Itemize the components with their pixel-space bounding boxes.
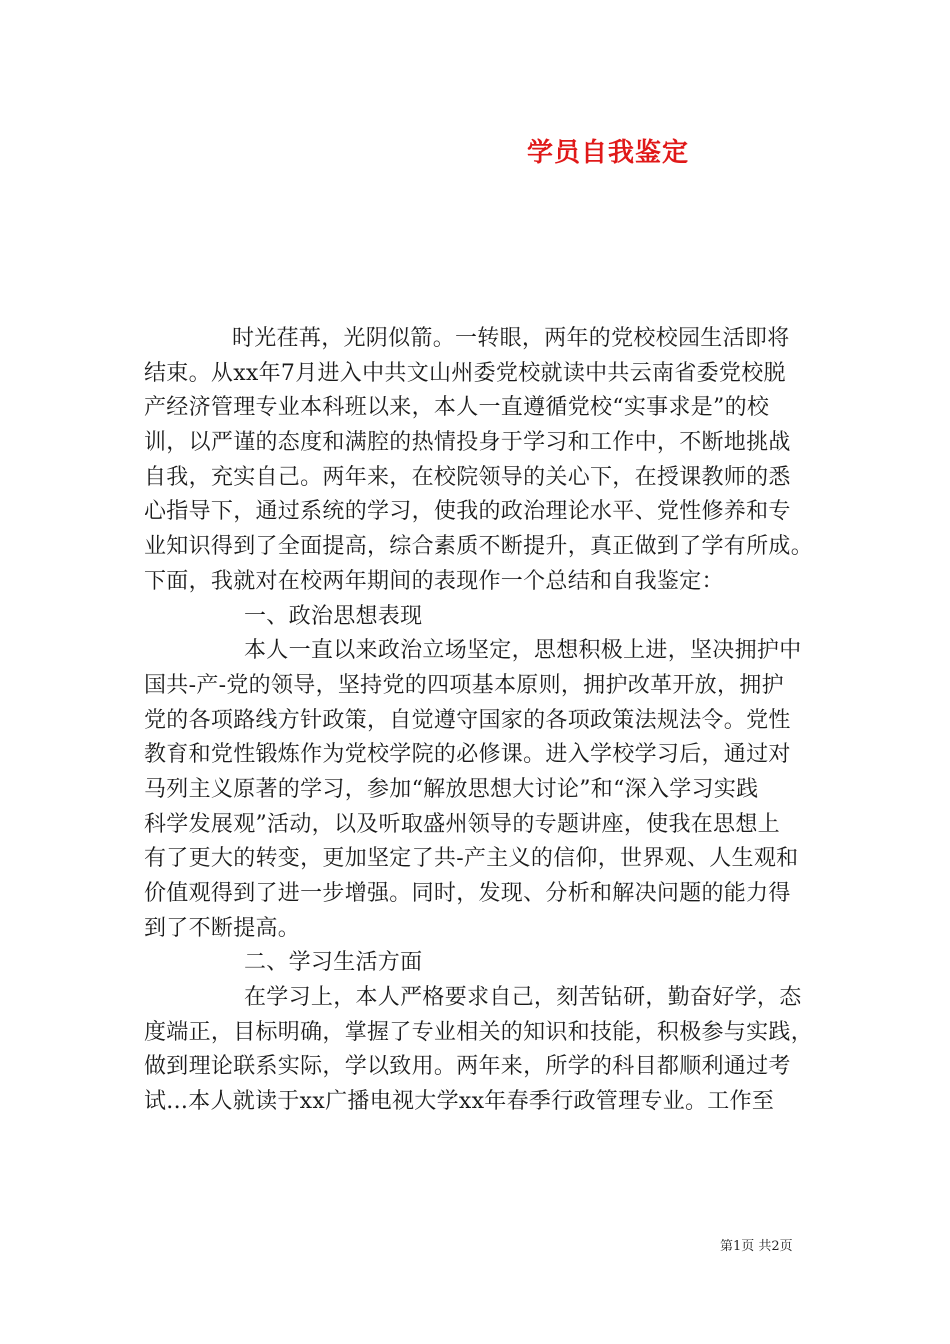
paragraph-line: 做到理论联系实际，学以致用。两年来，所学的科目都顺利通过考 — [144, 1054, 791, 1080]
paragraph-line: 科学发展观”活动，以及听取盛州领导的专题讲座，使我在思想上 — [144, 811, 780, 837]
paragraph-line: 到了不断提高。 — [144, 915, 301, 941]
paragraph-line: 试...本人就读于xx广播电视大学xx年春季行政管理专业。工作至 — [144, 1089, 775, 1115]
paragraph-line: 业知识得到了全面提高，综合素质不断提升，真正做到了学有所成。 — [144, 534, 814, 560]
section-heading: 一、政治思想表现 — [244, 603, 423, 629]
paragraph-line: 教育和党性锻炼作为党校学院的必修课。进入学校学习后，通过对 — [144, 742, 791, 768]
document-title: 学员自我鉴定 — [527, 138, 690, 168]
paragraph-line: 自我，充实自己。两年来，在校院领导的关心下，在授课教师的悉 — [144, 464, 791, 490]
paragraph-line: 党的各项路线方针政策，自觉遵守国家的各项政策法规法令。党性 — [144, 707, 791, 733]
paragraph-line: 马列主义原著的学习，参加“解放思想大讨论”和“深入学习实践 — [144, 776, 759, 802]
paragraph-line: 下面，我就对在校两年期间的表现作一个总结和自我鉴定： — [144, 568, 724, 594]
page-footer: 第1页 共2页 — [720, 1239, 793, 1254]
paragraph-line: 结束。从xx年7月进入中共文山州委党校就读中共云南省委党校脱 — [144, 360, 786, 386]
paragraph-line: 训，以严谨的态度和满腔的热情投身于学习和工作中，不断地挑战 — [144, 430, 791, 456]
paragraph-line: 时光荏苒，光阴似箭。一转眼，两年的党校校园生活即将 — [232, 326, 790, 351]
paragraph-line: 度端正，目标明确，掌握了专业相关的知识和技能，积极参与实践， — [144, 1019, 814, 1045]
paragraph-line: 有了更大的转变，更加坚定了共-产主义的信仰，世界观、人生观和 — [144, 846, 799, 872]
paragraph-line: 本人一直以来政治立场坚定，思想积极上进，坚决拥护中 — [244, 638, 802, 664]
paragraph-line: 在学习上，本人严格要求自己，刻苦钻研，勤奋好学，态 — [244, 985, 802, 1011]
paragraph-line: 产经济管理专业本科班以来，本人一直遵循党校“实事求是”的校 — [144, 395, 770, 421]
section-heading: 二、学习生活方面 — [244, 950, 423, 976]
paragraph-line: 心指导下，通过系统的学习，使我的政治理论水平、党性修养和专 — [144, 499, 791, 525]
document-body — [144, 322, 814, 1120]
paragraph-line: 国共-产-党的领导，坚持党的四项基本原则，拥护改革开放，拥护 — [144, 672, 784, 698]
paragraph-line: 价值观得到了进一步增强。同时，发现、分析和解决问题的能力得 — [144, 881, 791, 906]
